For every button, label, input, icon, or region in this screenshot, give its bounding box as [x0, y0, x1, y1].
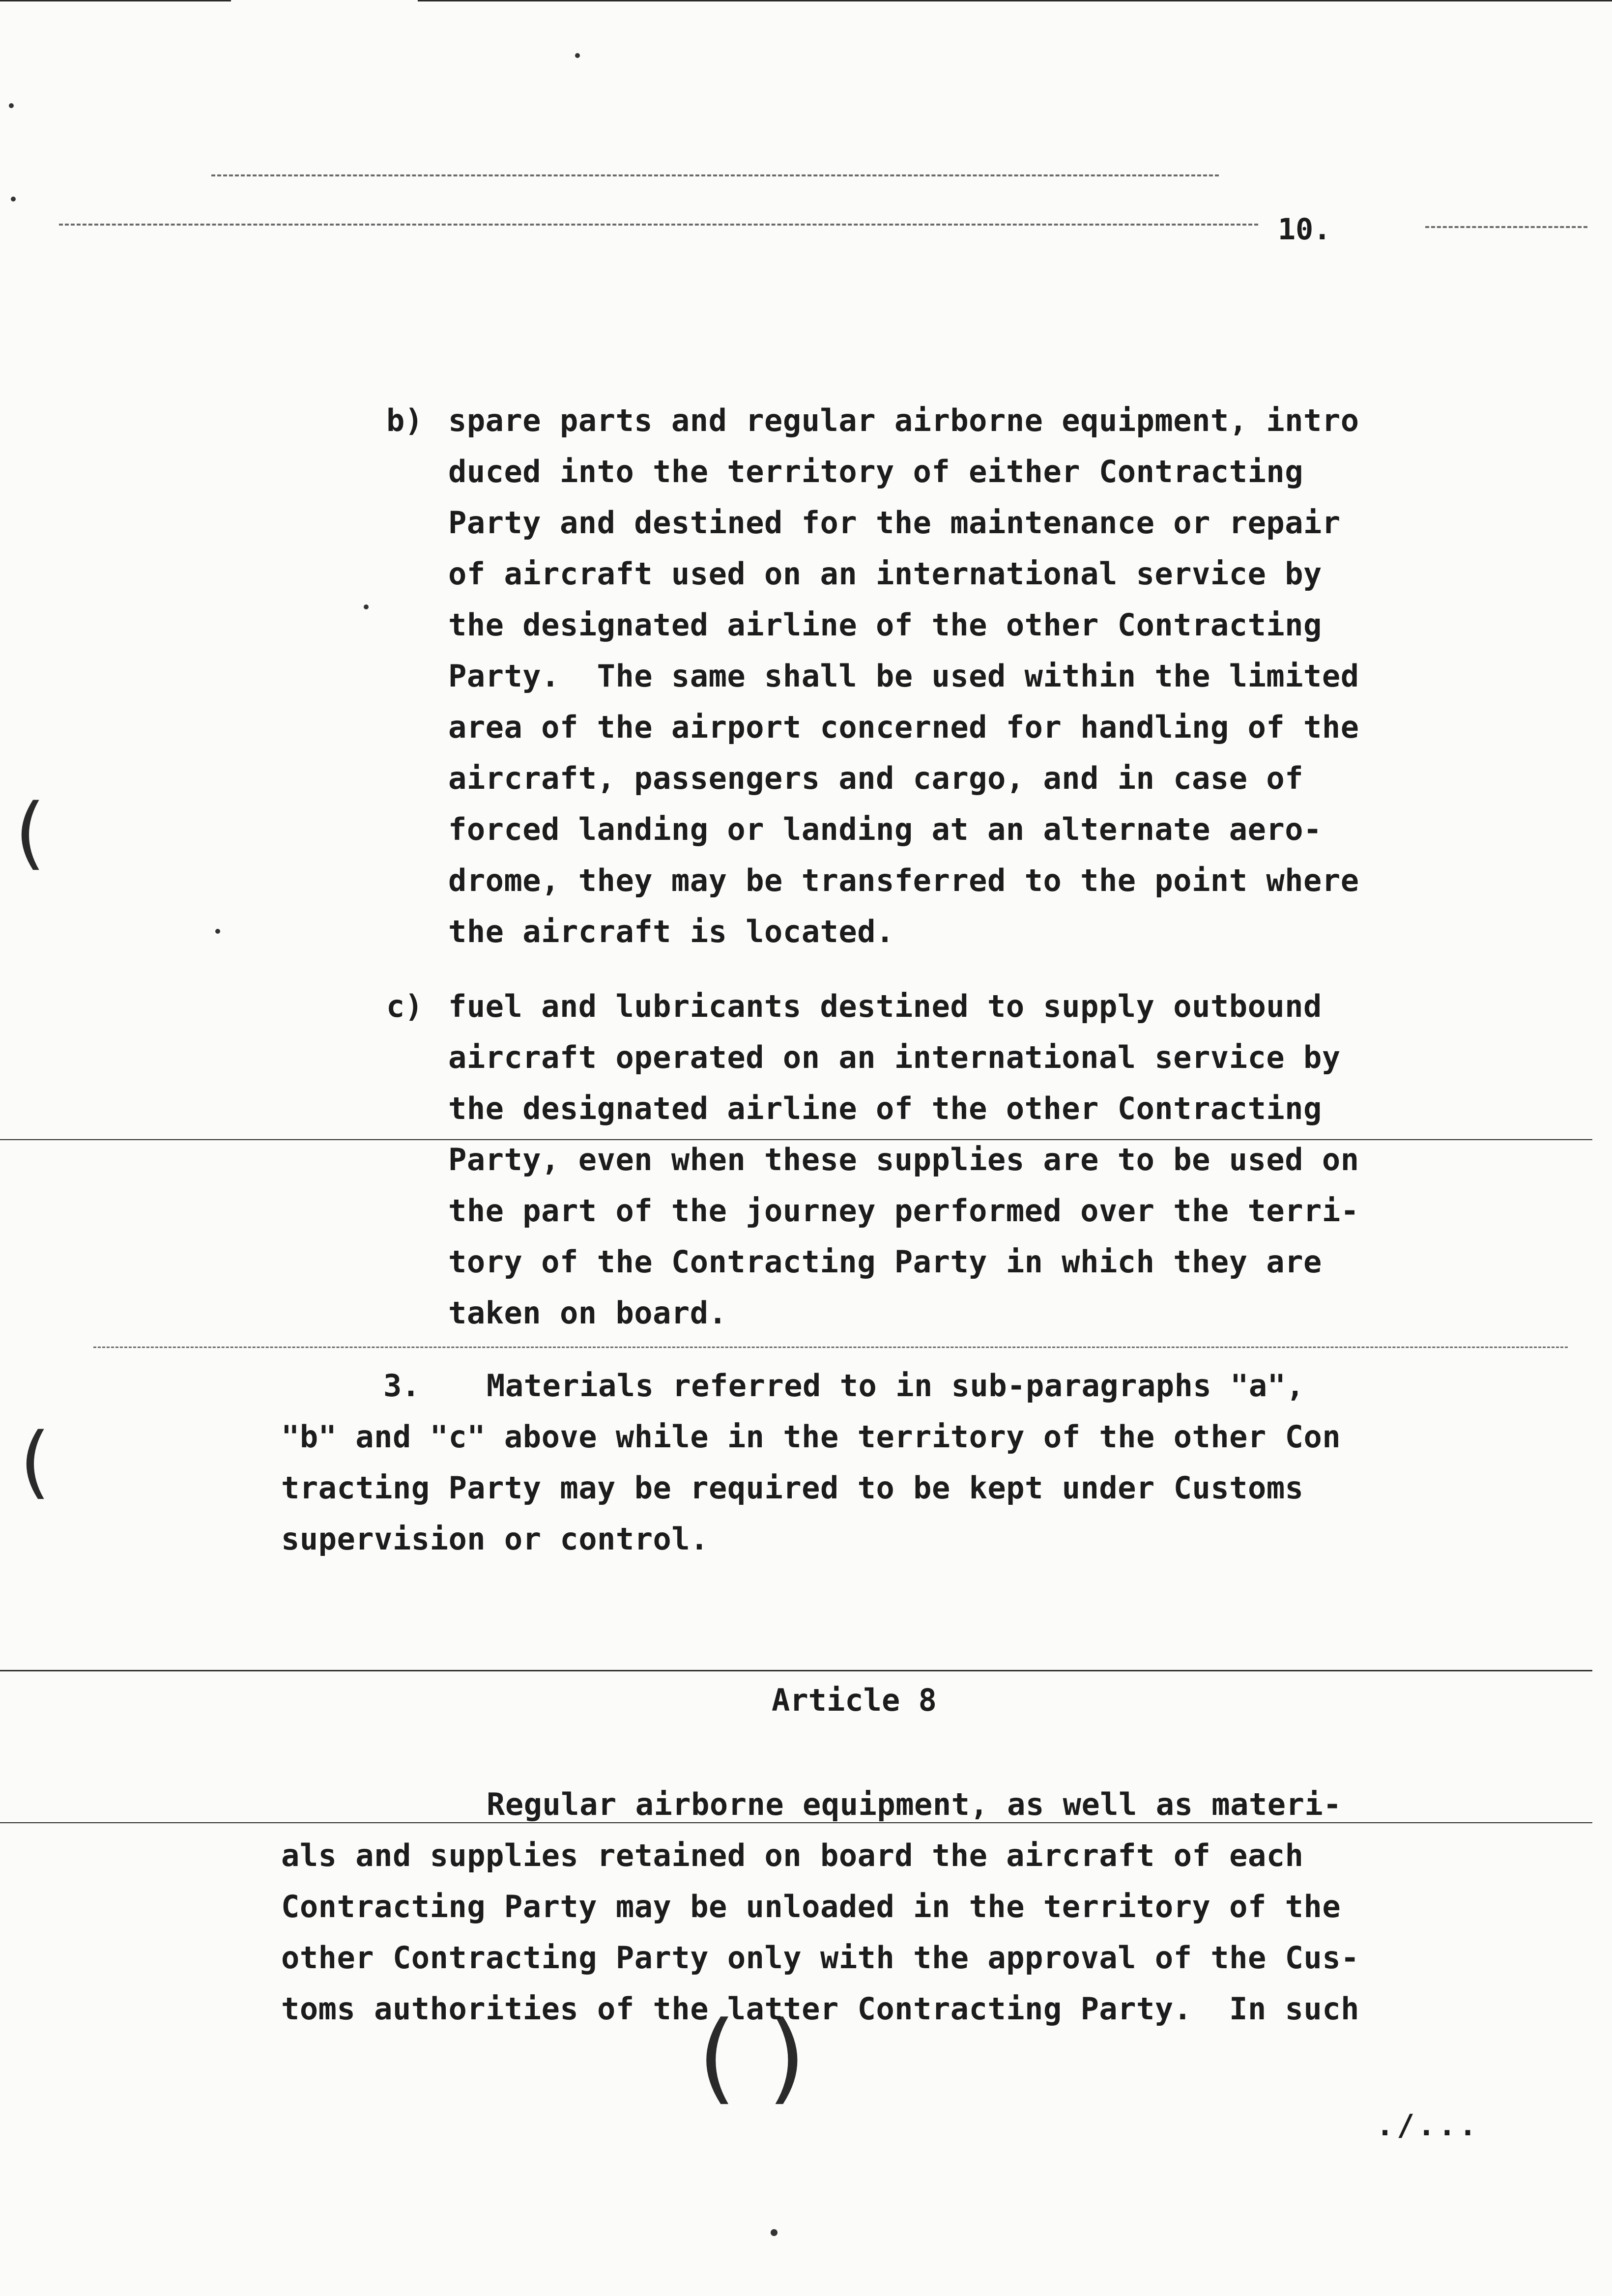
scan-bracket-mark: (	[15, 786, 46, 878]
scan-bracket-mark: ( )	[698, 2000, 806, 2115]
scan-speck	[364, 604, 369, 609]
item-b-line: forced landing or landing at an alternate aero-	[448, 811, 1322, 847]
paragraph-3-line: tracting Party may be required to be kept under Customs	[281, 1470, 1304, 1506]
scan-dash-artifact	[93, 1347, 1568, 1348]
article-8-heading: Article 8	[772, 1682, 937, 1718]
item-c-line: the designated airline of the other Contracting	[448, 1091, 1322, 1126]
item-b-line: drome, they may be transferred to the point where	[448, 862, 1359, 898]
item-b-line: of aircraft used on an international service by	[448, 556, 1322, 592]
scan-speck	[575, 53, 580, 58]
paragraph-3-line: Materials referred to in sub-paragraphs "a",	[487, 1368, 1305, 1404]
article-8-line: other Contracting Party only with the approval of the Cus-	[281, 1940, 1359, 1976]
item-b-line: the designated airline of the other Contracting	[448, 607, 1322, 643]
item-b-line: area of the airport concerned for handling of the	[448, 709, 1359, 745]
item-b-line: aircraft, passengers and cargo, and in case of	[448, 760, 1304, 796]
continuation-mark: ./...	[1376, 2108, 1480, 2143]
item-c-line: Party, even when these supplies are to be used on	[448, 1142, 1359, 1177]
scan-edge-top-right	[418, 0, 1612, 1]
scan-speck	[11, 197, 16, 201]
paragraph-3-line: supervision or control.	[281, 1521, 709, 1557]
item-c-line: aircraft operated on an international service by	[448, 1039, 1341, 1075]
item-b-line: Party. The same shall be used within the limited	[448, 658, 1359, 694]
item-b-line: the aircraft is located.	[448, 914, 894, 949]
article-8-line: Contracting Party may be unloaded in the territory of the	[281, 1889, 1341, 1924]
scan-bracket-mark: (	[20, 1415, 51, 1507]
article-8-line: Regular airborne equipment, as well as materi-	[487, 1786, 1342, 1822]
scan-dash-artifact	[1425, 226, 1587, 228]
paragraph-3-line: "b" and "c" above while in the territory of the other Con	[281, 1419, 1341, 1455]
item-c-line: the part of the journey performed over the terri-	[448, 1193, 1359, 1229]
scan-dash-artifact	[211, 174, 1219, 176]
item-c-label: c)	[386, 988, 423, 1024]
item-c-line: fuel and lubricants destined to supply outbound	[448, 988, 1322, 1024]
item-c-line: taken on board.	[448, 1295, 727, 1331]
scan-speck	[215, 929, 220, 934]
page-number: 10.	[1278, 212, 1331, 247]
item-b-label: b)	[386, 402, 423, 438]
scan-dash-artifact	[59, 224, 1258, 226]
article-8-line: als and supplies retained on board the aircraft of each	[281, 1837, 1304, 1873]
scan-fold-line	[0, 1670, 1592, 1671]
scan-speck	[9, 103, 14, 108]
item-c-line: tory of the Contracting Party in which they are	[448, 1244, 1322, 1280]
article-8-line: toms authorities of the latter Contracting Party. In such	[281, 1991, 1359, 2027]
scan-speck	[771, 2229, 777, 2236]
paragraph-3-number: 3.	[383, 1368, 420, 1404]
item-b-line-1: spare parts and regular airborne equipment, intro	[448, 402, 1359, 438]
item-b-line: Party and destined for the maintenance or repair	[448, 505, 1341, 541]
item-b-line: duced into the territory of either Contracting	[448, 454, 1304, 489]
scan-edge-top-left	[0, 0, 231, 1]
